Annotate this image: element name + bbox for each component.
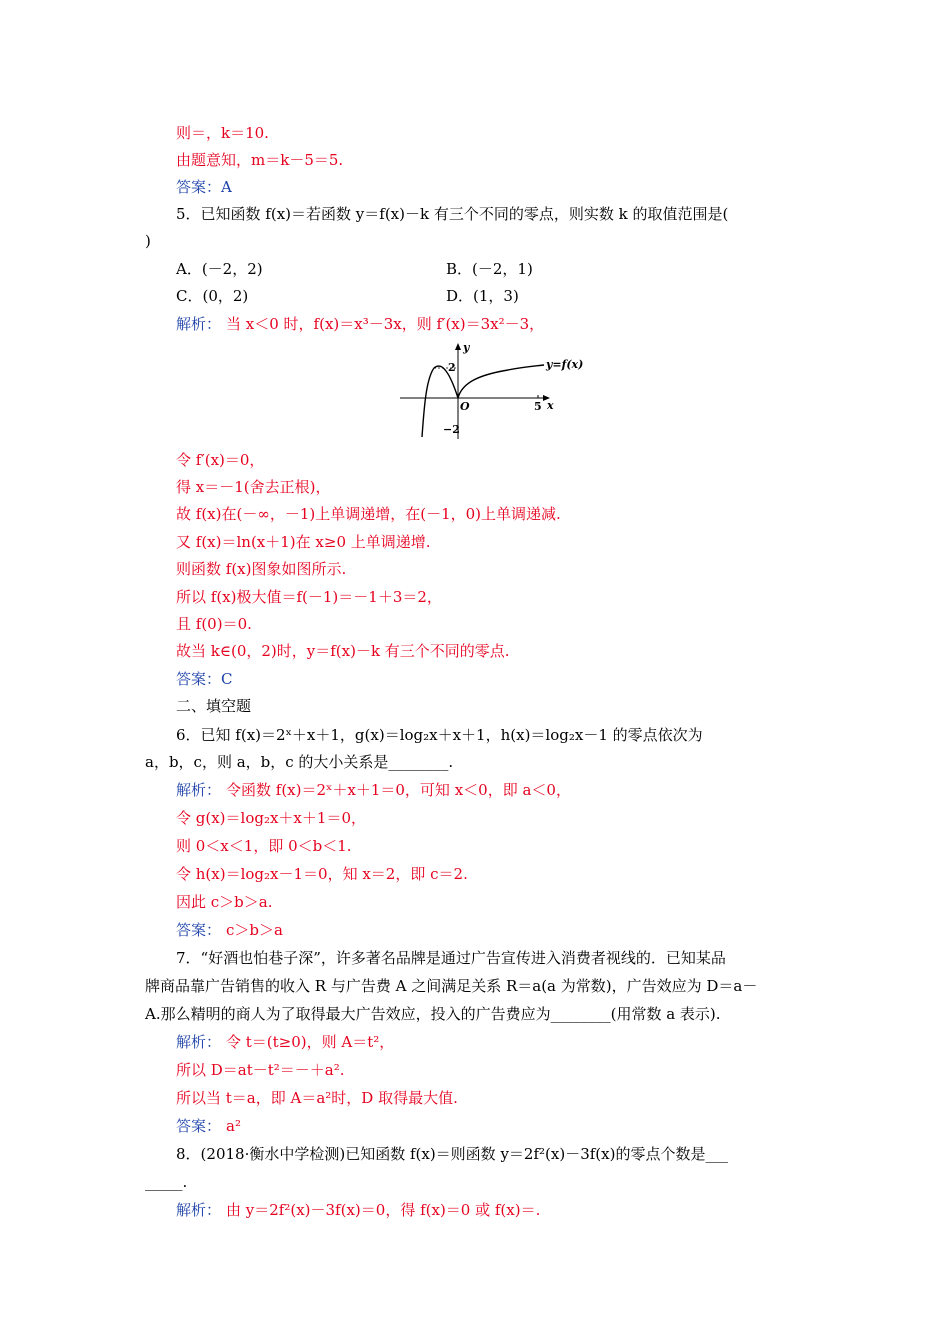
text-line: 答案：A xyxy=(176,178,232,196)
text-line: ) xyxy=(145,232,151,250)
text-line: D．(1，3) xyxy=(446,287,519,305)
text-line: 由 y＝2f²(x)－3f(x)＝0，得 f(x)＝0 或 f(x)＝. xyxy=(226,1201,541,1219)
text-line: 所以 D＝at－t²＝－＋a². xyxy=(176,1061,345,1079)
x-tick-label: 5 xyxy=(534,400,542,413)
text-line: 因此 c＞b＞a. xyxy=(176,893,273,911)
text-line: A.那么精明的商人为了取得最大广告效应，投入的广告费应为________(用常数 a 表示). xyxy=(145,1005,721,1023)
text-line: 7．“好酒也怕巷子深”，许多著名品牌是通过广告宣传进入消费者视线的．已知某品 xyxy=(176,949,726,967)
text-line: 由题意知，m＝k－5＝5. xyxy=(176,151,344,169)
text-line: 当 x＜0 时，f(x)＝x³－3x，则 f′(x)＝3x²－3， xyxy=(226,315,545,333)
text-line: 又 f(x)＝ln(x＋1)在 x≥0 上单调递增. xyxy=(176,533,431,551)
y-axis-label: y xyxy=(463,341,470,354)
text-line: 则 0＜x＜1，即 0＜b＜1. xyxy=(176,837,352,855)
text-line: 且 f(0)＝0. xyxy=(176,615,252,633)
text-line: 令 f′(x)＝0， xyxy=(176,451,265,469)
text-line: 答案： xyxy=(176,1117,222,1135)
text-line: 令 g(x)＝log₂x＋x＋1＝0， xyxy=(176,809,366,827)
text-line: 解析： xyxy=(176,1201,222,1219)
x-axis-label: x xyxy=(547,399,554,412)
text-line: 得 x＝－1(舍去正根)， xyxy=(176,478,331,496)
text-line: 答案：C xyxy=(176,670,233,688)
text-line: 所以当 t＝a，即 A＝a²时，D 取得最大值. xyxy=(176,1089,458,1107)
text-line: 8．(2018·衡水中学检测)已知函数 f(x)＝则函数 y＝2f²(x)－3f(x)的零点个数是___ xyxy=(176,1145,728,1163)
y-tick-top-label: 2 xyxy=(448,361,456,374)
text-line: 故当 k∈(0，2)时，y＝f(x)－k 有三个不同的零点. xyxy=(176,642,510,660)
text-line: _____. xyxy=(145,1173,188,1191)
text-line: 解析： xyxy=(176,781,222,799)
y-tick-bottom-label: −2 xyxy=(443,423,460,436)
curve-right-branch xyxy=(458,365,544,398)
function-graph xyxy=(398,339,588,441)
y-axis-arrow xyxy=(455,343,461,350)
text-line: c＞b＞a xyxy=(226,921,283,939)
curve-label: y=f(x) xyxy=(546,358,584,371)
text-line: 解析： xyxy=(176,315,222,333)
text-line: 则＝，k＝10. xyxy=(176,124,269,142)
text-line: 所以 f(x)极大值＝f(－1)＝－1＋3＝2， xyxy=(176,588,442,606)
text-line: 解析： xyxy=(176,1033,222,1051)
text-line: 则函数 f(x)图象如图所示. xyxy=(176,560,347,578)
text-line: 5．已知函数 f(x)＝若函数 y＝f(x)－k 有三个不同的零点，则实数 k 的取值范围是( xyxy=(176,205,729,223)
text-line: 答案： xyxy=(176,921,222,939)
text-line: a² xyxy=(226,1117,241,1135)
text-line: 令 t＝(t≥0)，则 A＝t²， xyxy=(226,1033,395,1051)
text-line: 令函数 f(x)＝2ˣ＋x＋1＝0，可知 x＜0，即 a＜0， xyxy=(226,781,571,799)
text-line: 牌商品靠广告销售的收入 R 与广告费 A 之间满足关系 R＝a(a 为常数)，广告效应为 D＝a－ xyxy=(145,977,758,995)
text-line: 令 h(x)＝log₂x－1＝0，知 x＝2，即 c＝2. xyxy=(176,865,468,883)
text-line: B．(－2，1) xyxy=(446,260,533,278)
text-line: 二、填空题 xyxy=(176,697,252,715)
origin-label: O xyxy=(460,400,470,413)
text-line: A．(－2，2) xyxy=(176,260,263,278)
text-line: 6．已知 f(x)＝2ˣ＋x＋1，g(x)＝log₂x＋x＋1，h(x)＝log₂x－1 的零点依次为 xyxy=(176,726,703,744)
text-line: a，b，c，则 a，b，c 的大小关系是________. xyxy=(145,753,454,771)
text-line: C．(0，2) xyxy=(176,287,249,305)
text-line: 故 f(x)在(－∞，－1)上单调递增，在(－1，0)上单调递减. xyxy=(176,505,561,523)
